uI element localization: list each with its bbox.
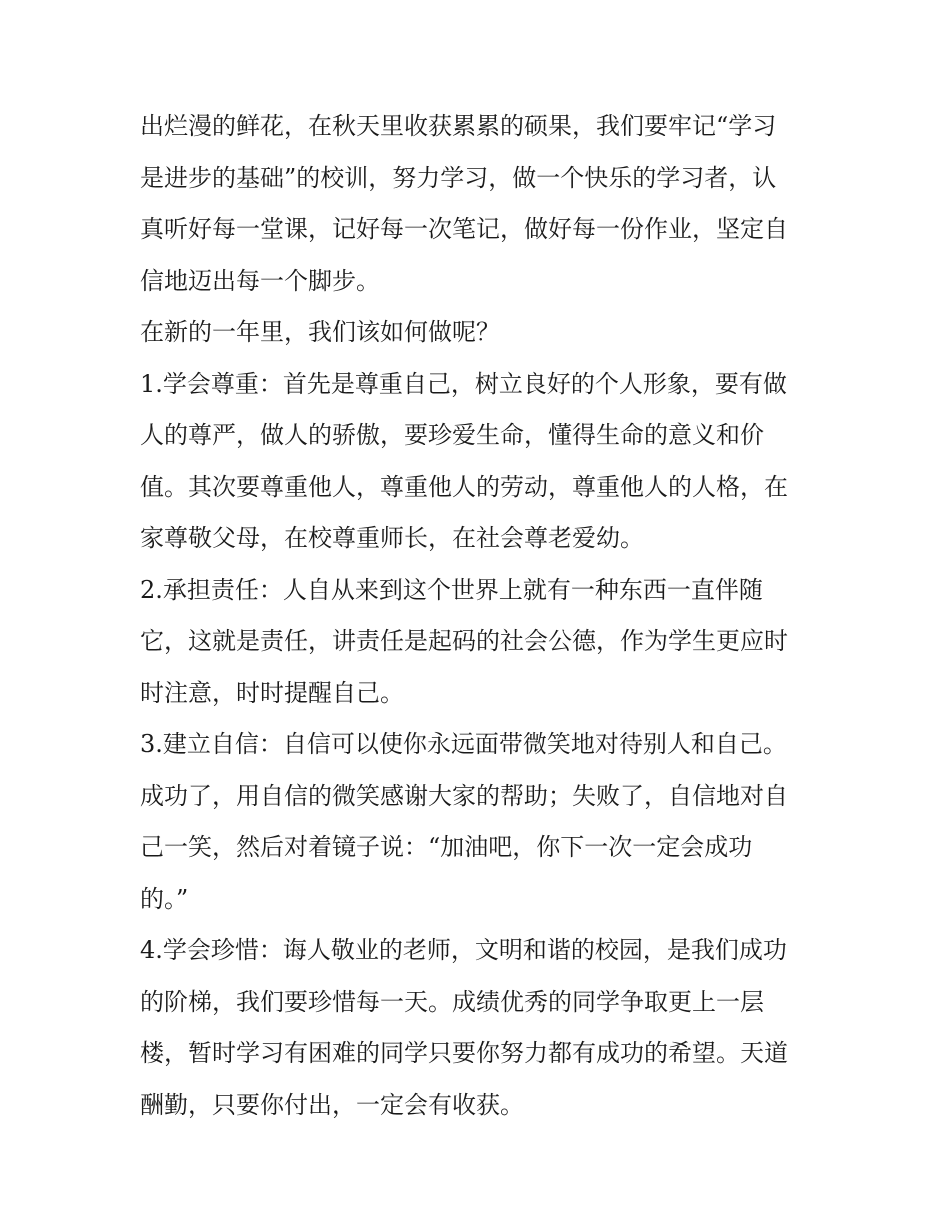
item-2-line: 2.承担责任：人自从来到这个世界上就有一种东西一直伴随 (140, 575, 763, 604)
text-line: 是进步的基础”的校训，努力学习，做一个快乐的学习者，认 (140, 163, 777, 192)
section-question: 在新的一年里，我们该如何做呢？ (140, 318, 500, 346)
item-1-line: 值。其次要尊重他人，尊重他人的劳动，尊重他人的人格，在 (140, 472, 788, 501)
document-body (140, 101, 820, 1131)
item-4-line: 酬勤，只要你付出，一定会有收获。 (140, 1090, 524, 1119)
item-3-line: 的。” (140, 884, 189, 913)
item-1-line: 1.学会尊重：首先是尊重自己，树立良好的个人形象，要有做 (140, 369, 787, 398)
item-4-line: 4.学会珍惜：诲人敬业的老师，文明和谐的校园，是我们成功 (140, 936, 787, 964)
text-line: 出烂漫的鲜花，在秋天里收获累累的硕果，我们要牢记“学习 (140, 112, 777, 140)
item-4-line: 的阶梯，我们要珍惜每一天。成绩优秀的同学争取更上一层 (140, 987, 764, 1016)
text-line: 真听好每一堂课，记好每一次笔记，做好每一份作业，坚定自 (140, 215, 788, 243)
item-1-line: 家尊敬父母，在校尊重师长，在社会尊老爱幼。 (140, 524, 644, 552)
text-line: 信地迈出每一个脚步。 (140, 266, 380, 295)
item-2-line: 它，这就是责任，讲责任是起码的社会公德，作为学生更应时 (140, 627, 788, 655)
item-1-line: 人的尊严，做人的骄傲，要珍爱生命，懂得生命的意义和价 (140, 421, 764, 449)
item-3-line: 成功了，用自信的微笑感谢大家的帮助；失败了，自信地对自 (140, 781, 788, 810)
item-3-line: 3.建立自信：自信可以使你永远面带微笑地对待别人和自己。 (140, 730, 787, 758)
item-4-line: 楼，暂时学习有困难的同学只要你努力都有成功的希望。天道 (140, 1039, 788, 1067)
item-2-line: 时注意，时时提醒自己。 (140, 678, 404, 707)
item-3-line: 己一笑，然后对着镜子说：“加油吧，你下一次一定会成功 (140, 833, 753, 861)
